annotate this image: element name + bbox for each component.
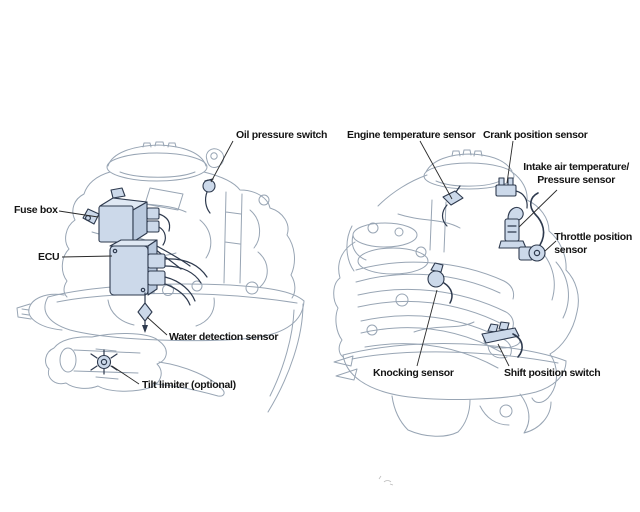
label-ecu: ECU	[38, 251, 60, 263]
ecu-component	[110, 240, 207, 305]
label-throttle-position-sensor	[554, 231, 632, 257]
label-oil-pressure-switch: Oil pressure switch	[236, 129, 328, 141]
label-tilt-limiter: Tilt limiter (optional)	[142, 379, 236, 391]
label-throttle-line1: Throttle position	[554, 231, 632, 243]
label-shift-position-switch: Shift position switch	[504, 367, 601, 379]
leader-intake-air-sensor	[519, 190, 557, 227]
label-water-detection-sensor: Water detection sensor	[169, 331, 279, 343]
label-throttle-line2: sensor	[554, 244, 587, 256]
leader-crank-position-sensor	[507, 141, 513, 183]
left-engine-components	[83, 179, 215, 374]
intake-air-temperature-pressure-sensor-component	[499, 207, 526, 248]
leader-tilt-limiter	[112, 366, 139, 384]
leader-ecu	[62, 256, 112, 257]
paper-artifact	[379, 476, 393, 485]
label-knocking-sensor: Knocking sensor	[373, 367, 454, 379]
label-engine-temperature-sensor: Engine temperature sensor	[347, 129, 476, 141]
leader-water-detection-sensor	[147, 317, 167, 335]
label-intake-line1: Intake air temperature/	[523, 161, 629, 173]
label-crank-position-sensor: Crank position sensor	[483, 129, 588, 141]
water-detection-sensor-component	[138, 293, 152, 333]
leader-oil-pressure-switch	[211, 141, 233, 182]
knocking-sensor-component	[428, 263, 452, 303]
tilt-limiter-component	[91, 350, 117, 374]
oil-pressure-switch-component	[203, 179, 215, 213]
label-fuse-box: Fuse box	[14, 204, 58, 216]
label-intake-line2: Pressure sensor	[537, 174, 616, 186]
label-intake-air-temperature-pressure-sensor	[523, 161, 629, 187]
leader-engine-temperature-sensor	[420, 141, 452, 199]
